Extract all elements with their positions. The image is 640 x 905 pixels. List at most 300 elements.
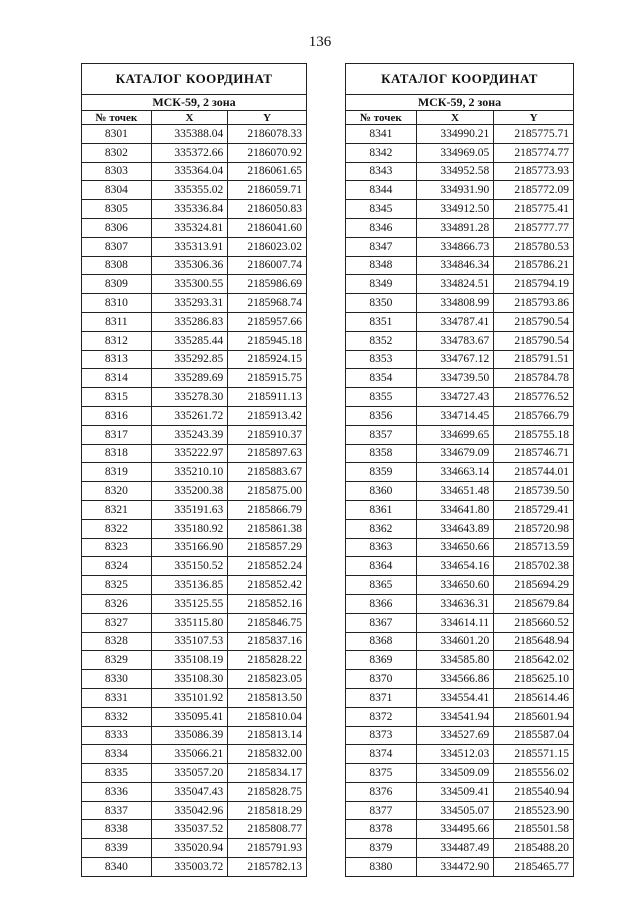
table-row — [82, 331, 307, 350]
y-coordinate-cell: 2185739.50 — [494, 482, 574, 501]
x-coordinate-cell: 335107.53 — [151, 632, 228, 651]
point-number-cell: 8366 — [346, 594, 417, 613]
x-coordinate-cell: 335115.80 — [151, 613, 228, 632]
x-coordinate-cell: 334541.94 — [416, 707, 494, 726]
table-row — [82, 294, 307, 313]
point-number-cell: 8338 — [82, 820, 152, 839]
x-coordinate-cell: 335293.31 — [151, 294, 228, 313]
y-coordinate-cell: 2185915.75 — [228, 369, 307, 388]
point-number-cell: 8319 — [82, 463, 152, 482]
x-coordinate-cell: 335166.90 — [151, 538, 228, 557]
point-number-cell: 8352 — [346, 331, 417, 350]
point-number-cell: 8302 — [82, 143, 152, 162]
table-row — [82, 745, 307, 764]
point-number-cell: 8345 — [346, 200, 417, 219]
point-number-cell: 8329 — [82, 651, 152, 670]
point-number-cell: 8324 — [82, 557, 152, 576]
y-coordinate-cell: 2185911.13 — [228, 388, 307, 407]
y-coordinate-cell: 2185775.71 — [494, 125, 574, 144]
point-number-cell: 8311 — [82, 312, 152, 331]
table-row — [82, 312, 307, 331]
x-coordinate-cell: 334866.73 — [416, 237, 494, 256]
x-coordinate-cell: 334585.80 — [416, 651, 494, 670]
table-row — [82, 688, 307, 707]
table-row — [82, 651, 307, 670]
column-header-y: Y — [494, 111, 574, 125]
y-coordinate-cell: 2185957.66 — [228, 312, 307, 331]
column-header-x: X — [416, 111, 494, 125]
point-number-cell: 8320 — [82, 482, 152, 501]
y-coordinate-cell: 2185866.79 — [228, 500, 307, 519]
x-coordinate-cell: 335095.41 — [151, 707, 228, 726]
x-coordinate-cell: 335125.55 — [151, 594, 228, 613]
table-row — [346, 256, 574, 275]
x-coordinate-cell: 334651.48 — [416, 482, 494, 501]
point-number-cell: 8323 — [82, 538, 152, 557]
y-coordinate-cell: 2186070.92 — [228, 143, 307, 162]
table-row — [346, 369, 574, 388]
table-row — [346, 200, 574, 219]
y-coordinate-cell: 2185556.02 — [494, 764, 574, 783]
y-coordinate-cell: 2186041.60 — [228, 218, 307, 237]
point-number-cell: 8358 — [346, 444, 417, 463]
x-coordinate-cell: 334824.51 — [416, 275, 494, 294]
x-coordinate-cell: 334495.66 — [416, 820, 494, 839]
x-coordinate-cell: 335042.96 — [151, 801, 228, 820]
x-coordinate-cell: 334783.67 — [416, 331, 494, 350]
table-row — [82, 707, 307, 726]
point-number-cell: 8334 — [82, 745, 152, 764]
table-row — [346, 707, 574, 726]
y-coordinate-cell: 2185772.09 — [494, 181, 574, 200]
y-coordinate-cell: 2185790.54 — [494, 331, 574, 350]
y-coordinate-cell: 2185587.04 — [494, 726, 574, 745]
y-coordinate-cell: 2185793.86 — [494, 294, 574, 313]
y-coordinate-cell: 2185766.79 — [494, 406, 574, 425]
y-coordinate-cell: 2185945.18 — [228, 331, 307, 350]
point-number-cell: 8331 — [82, 688, 152, 707]
table-row — [82, 143, 307, 162]
y-coordinate-cell: 2186061.65 — [228, 162, 307, 181]
table-row — [82, 256, 307, 275]
point-number-cell: 8367 — [346, 613, 417, 632]
table-row — [82, 557, 307, 576]
point-number-cell: 8330 — [82, 670, 152, 689]
point-number-cell: 8376 — [346, 782, 417, 801]
x-coordinate-cell: 334808.99 — [416, 294, 494, 313]
table-row — [82, 500, 307, 519]
y-coordinate-cell: 2185794.19 — [494, 275, 574, 294]
point-number-cell: 8368 — [346, 632, 417, 651]
y-coordinate-cell: 2185846.75 — [228, 613, 307, 632]
table-row — [82, 782, 307, 801]
point-number-cell: 8356 — [346, 406, 417, 425]
x-coordinate-cell: 335364.04 — [151, 162, 228, 181]
table-row — [346, 670, 574, 689]
point-number-cell: 8346 — [346, 218, 417, 237]
x-coordinate-cell: 335057.20 — [151, 764, 228, 783]
y-coordinate-cell: 2185813.50 — [228, 688, 307, 707]
column-header-point-number: № точек — [346, 111, 417, 125]
y-coordinate-cell: 2185837.16 — [228, 632, 307, 651]
y-coordinate-cell: 2185729.41 — [494, 500, 574, 519]
x-coordinate-cell: 335101.92 — [151, 688, 228, 707]
point-number-cell: 8361 — [346, 500, 417, 519]
table-row — [82, 369, 307, 388]
table-row — [346, 162, 574, 181]
y-coordinate-cell: 2185924.15 — [228, 350, 307, 369]
table-row — [82, 726, 307, 745]
point-number-cell: 8325 — [82, 576, 152, 595]
y-coordinate-cell: 2185875.00 — [228, 482, 307, 501]
point-number-cell: 8336 — [82, 782, 152, 801]
point-number-cell: 8317 — [82, 425, 152, 444]
y-coordinate-cell: 2185857.29 — [228, 538, 307, 557]
table-row — [82, 275, 307, 294]
column-header-y: Y — [228, 111, 307, 125]
x-coordinate-cell: 335243.39 — [151, 425, 228, 444]
x-coordinate-cell: 335037.52 — [151, 820, 228, 839]
y-coordinate-cell: 2185818.29 — [228, 801, 307, 820]
x-coordinate-cell: 334614.11 — [416, 613, 494, 632]
y-coordinate-cell: 2185852.24 — [228, 557, 307, 576]
y-coordinate-cell: 2185782.13 — [228, 858, 307, 877]
y-coordinate-cell: 2185777.77 — [494, 218, 574, 237]
table-row — [346, 764, 574, 783]
x-coordinate-cell: 335020.94 — [151, 839, 228, 858]
y-coordinate-cell: 2186050.83 — [228, 200, 307, 219]
x-coordinate-cell: 335372.66 — [151, 143, 228, 162]
point-number-cell: 8353 — [346, 350, 417, 369]
table-row — [346, 444, 574, 463]
x-coordinate-cell: 334512.03 — [416, 745, 494, 764]
point-number-cell: 8359 — [346, 463, 417, 482]
x-coordinate-cell: 334699.65 — [416, 425, 494, 444]
x-coordinate-cell: 335278.30 — [151, 388, 228, 407]
coordinate-system-zone: МСК-59, 2 зона — [346, 95, 574, 111]
table-row — [82, 444, 307, 463]
y-coordinate-cell: 2185791.93 — [228, 839, 307, 858]
y-coordinate-cell: 2185773.93 — [494, 162, 574, 181]
point-number-cell: 8304 — [82, 181, 152, 200]
point-number-cell: 8343 — [346, 162, 417, 181]
x-coordinate-cell: 335285.44 — [151, 331, 228, 350]
y-coordinate-cell: 2185810.04 — [228, 707, 307, 726]
y-coordinate-cell: 2185883.67 — [228, 463, 307, 482]
point-number-cell: 8312 — [82, 331, 152, 350]
point-number-cell: 8321 — [82, 500, 152, 519]
point-number-cell: 8339 — [82, 839, 152, 858]
x-coordinate-cell: 335313.91 — [151, 237, 228, 256]
x-coordinate-cell: 334650.66 — [416, 538, 494, 557]
table-row — [346, 218, 574, 237]
point-number-cell: 8350 — [346, 294, 417, 313]
x-coordinate-cell: 334636.31 — [416, 594, 494, 613]
point-number-cell: 8377 — [346, 801, 417, 820]
x-coordinate-cell: 335180.92 — [151, 519, 228, 538]
y-coordinate-cell: 2186007.74 — [228, 256, 307, 275]
y-coordinate-cell: 2186023.02 — [228, 237, 307, 256]
point-number-cell: 8375 — [346, 764, 417, 783]
y-coordinate-cell: 2185832.00 — [228, 745, 307, 764]
table-row — [346, 858, 574, 877]
table-row — [82, 670, 307, 689]
x-coordinate-cell: 335355.02 — [151, 181, 228, 200]
table-row — [82, 388, 307, 407]
y-coordinate-cell: 2185823.05 — [228, 670, 307, 689]
table-row — [346, 331, 574, 350]
x-coordinate-cell: 335336.84 — [151, 200, 228, 219]
point-number-cell: 8351 — [346, 312, 417, 331]
y-coordinate-cell: 2186059.71 — [228, 181, 307, 200]
point-number-cell: 8308 — [82, 256, 152, 275]
catalog-title: КАТАЛОГ КООРДИНАТ — [346, 64, 574, 95]
table-row — [82, 162, 307, 181]
point-number-cell: 8326 — [82, 594, 152, 613]
table-row — [82, 181, 307, 200]
table-row — [82, 576, 307, 595]
table-row — [346, 237, 574, 256]
x-coordinate-cell: 334554.41 — [416, 688, 494, 707]
table-row — [82, 519, 307, 538]
table-row — [346, 557, 574, 576]
table-row — [346, 576, 574, 595]
table-row — [82, 406, 307, 425]
y-coordinate-cell: 2185648.94 — [494, 632, 574, 651]
point-number-cell: 8363 — [346, 538, 417, 557]
table-row — [346, 745, 574, 764]
y-coordinate-cell: 2185780.53 — [494, 237, 574, 256]
y-coordinate-cell: 2185679.84 — [494, 594, 574, 613]
y-coordinate-cell: 2185852.16 — [228, 594, 307, 613]
table-row — [346, 181, 574, 200]
x-coordinate-cell: 335306.36 — [151, 256, 228, 275]
y-coordinate-cell: 2185828.75 — [228, 782, 307, 801]
table-row — [82, 200, 307, 219]
y-coordinate-cell: 2185720.98 — [494, 519, 574, 538]
x-coordinate-cell: 334787.41 — [416, 312, 494, 331]
table-row — [82, 538, 307, 557]
table-row — [82, 632, 307, 651]
y-coordinate-cell: 2185852.42 — [228, 576, 307, 595]
table-row — [82, 613, 307, 632]
point-number-cell: 8341 — [346, 125, 417, 144]
x-coordinate-cell: 334931.90 — [416, 181, 494, 200]
table-row — [346, 125, 574, 144]
y-coordinate-cell: 2185913.42 — [228, 406, 307, 425]
x-coordinate-cell: 334601.20 — [416, 632, 494, 651]
x-coordinate-cell: 334739.50 — [416, 369, 494, 388]
table-row — [346, 482, 574, 501]
y-coordinate-cell: 2185660.52 — [494, 613, 574, 632]
table-row — [82, 764, 307, 783]
column-header-x: X — [151, 111, 228, 125]
table-row — [346, 406, 574, 425]
point-number-cell: 8370 — [346, 670, 417, 689]
x-coordinate-cell: 334727.43 — [416, 388, 494, 407]
table-row — [82, 350, 307, 369]
x-coordinate-cell: 334969.05 — [416, 143, 494, 162]
table-row — [346, 463, 574, 482]
point-number-cell: 8365 — [346, 576, 417, 595]
x-coordinate-cell: 335136.85 — [151, 576, 228, 595]
x-coordinate-cell: 335292.85 — [151, 350, 228, 369]
x-coordinate-cell: 335086.39 — [151, 726, 228, 745]
table-row — [346, 594, 574, 613]
y-coordinate-cell: 2185784.78 — [494, 369, 574, 388]
table-row — [346, 801, 574, 820]
x-coordinate-cell: 334509.41 — [416, 782, 494, 801]
point-number-cell: 8347 — [346, 237, 417, 256]
x-coordinate-cell: 335222.97 — [151, 444, 228, 463]
y-coordinate-cell: 2185614.46 — [494, 688, 574, 707]
table-row — [346, 820, 574, 839]
table-row — [346, 726, 574, 745]
x-coordinate-cell: 334952.58 — [416, 162, 494, 181]
y-coordinate-cell: 2185791.51 — [494, 350, 574, 369]
table-row — [82, 839, 307, 858]
y-coordinate-cell: 2185897.63 — [228, 444, 307, 463]
x-coordinate-cell: 335261.72 — [151, 406, 228, 425]
y-coordinate-cell: 2185808.77 — [228, 820, 307, 839]
x-coordinate-cell: 334487.49 — [416, 839, 494, 858]
y-coordinate-cell: 2185713.59 — [494, 538, 574, 557]
x-coordinate-cell: 335210.10 — [151, 463, 228, 482]
table-row — [346, 294, 574, 313]
point-number-cell: 8303 — [82, 162, 152, 181]
y-coordinate-cell: 2186078.33 — [228, 125, 307, 144]
point-number-cell: 8369 — [346, 651, 417, 670]
point-number-cell: 8380 — [346, 858, 417, 877]
x-coordinate-cell: 334566.86 — [416, 670, 494, 689]
table-row — [346, 312, 574, 331]
x-coordinate-cell: 334643.89 — [416, 519, 494, 538]
point-number-cell: 8354 — [346, 369, 417, 388]
table-row — [346, 613, 574, 632]
point-number-cell: 8342 — [346, 143, 417, 162]
point-number-cell: 8327 — [82, 613, 152, 632]
point-number-cell: 8348 — [346, 256, 417, 275]
point-number-cell: 8340 — [82, 858, 152, 877]
point-number-cell: 8378 — [346, 820, 417, 839]
point-number-cell: 8307 — [82, 237, 152, 256]
table-row — [346, 350, 574, 369]
table-row — [346, 538, 574, 557]
table-row — [346, 143, 574, 162]
table-row — [82, 801, 307, 820]
point-number-cell: 8306 — [82, 218, 152, 237]
point-number-cell: 8310 — [82, 294, 152, 313]
point-number-cell: 8316 — [82, 406, 152, 425]
x-coordinate-cell: 334509.09 — [416, 764, 494, 783]
table-row — [346, 275, 574, 294]
x-coordinate-cell: 334663.14 — [416, 463, 494, 482]
table-row — [82, 594, 307, 613]
x-coordinate-cell: 335003.72 — [151, 858, 228, 877]
table-row — [82, 125, 307, 144]
x-coordinate-cell: 335286.83 — [151, 312, 228, 331]
catalog-title: КАТАЛОГ КООРДИНАТ — [82, 64, 307, 95]
point-number-cell: 8362 — [346, 519, 417, 538]
y-coordinate-cell: 2185834.17 — [228, 764, 307, 783]
point-number-cell: 8355 — [346, 388, 417, 407]
y-coordinate-cell: 2185910.37 — [228, 425, 307, 444]
y-coordinate-cell: 2185694.29 — [494, 576, 574, 595]
table-row — [82, 425, 307, 444]
table-row — [346, 519, 574, 538]
point-number-cell: 8349 — [346, 275, 417, 294]
point-number-cell: 8332 — [82, 707, 152, 726]
table-row — [346, 500, 574, 519]
point-number-cell: 8309 — [82, 275, 152, 294]
point-number-cell: 8379 — [346, 839, 417, 858]
x-coordinate-cell: 334679.09 — [416, 444, 494, 463]
x-coordinate-cell: 334641.80 — [416, 500, 494, 519]
table-row — [346, 688, 574, 707]
table-row — [346, 651, 574, 670]
x-coordinate-cell: 335108.30 — [151, 670, 228, 689]
x-coordinate-cell: 334650.60 — [416, 576, 494, 595]
x-coordinate-cell: 334846.34 — [416, 256, 494, 275]
y-coordinate-cell: 2185601.94 — [494, 707, 574, 726]
point-number-cell: 8315 — [82, 388, 152, 407]
y-coordinate-cell: 2185702.38 — [494, 557, 574, 576]
x-coordinate-cell: 334912.50 — [416, 200, 494, 219]
x-coordinate-cell: 334714.45 — [416, 406, 494, 425]
x-coordinate-cell: 334505.07 — [416, 801, 494, 820]
table-row — [346, 632, 574, 651]
point-number-cell: 8371 — [346, 688, 417, 707]
y-coordinate-cell: 2185774.77 — [494, 143, 574, 162]
point-number-cell: 8318 — [82, 444, 152, 463]
coordinate-system-zone: МСК-59, 2 зона — [82, 95, 307, 111]
y-coordinate-cell: 2185571.15 — [494, 745, 574, 764]
y-coordinate-cell: 2185786.21 — [494, 256, 574, 275]
x-coordinate-cell: 335047.43 — [151, 782, 228, 801]
point-number-cell: 8322 — [82, 519, 152, 538]
table-row — [346, 782, 574, 801]
x-coordinate-cell: 335108.19 — [151, 651, 228, 670]
y-coordinate-cell: 2185642.02 — [494, 651, 574, 670]
y-coordinate-cell: 2185813.14 — [228, 726, 307, 745]
point-number-cell: 8301 — [82, 125, 152, 144]
point-number-cell: 8314 — [82, 369, 152, 388]
table-row — [82, 218, 307, 237]
point-number-cell: 8344 — [346, 181, 417, 200]
y-coordinate-cell: 2185861.38 — [228, 519, 307, 538]
point-number-cell: 8313 — [82, 350, 152, 369]
point-number-cell: 8337 — [82, 801, 152, 820]
x-coordinate-cell: 334990.21 — [416, 125, 494, 144]
x-coordinate-cell: 334654.16 — [416, 557, 494, 576]
point-number-cell: 8335 — [82, 764, 152, 783]
y-coordinate-cell: 2185746.71 — [494, 444, 574, 463]
y-coordinate-cell: 2185986.69 — [228, 275, 307, 294]
point-number-cell: 8374 — [346, 745, 417, 764]
y-coordinate-cell: 2185968.74 — [228, 294, 307, 313]
point-number-cell: 8373 — [346, 726, 417, 745]
y-coordinate-cell: 2185625.10 — [494, 670, 574, 689]
y-coordinate-cell: 2185523.90 — [494, 801, 574, 820]
x-coordinate-cell: 334472.90 — [416, 858, 494, 877]
x-coordinate-cell: 335300.55 — [151, 275, 228, 294]
point-number-cell: 8372 — [346, 707, 417, 726]
table-row — [346, 388, 574, 407]
table-row — [82, 858, 307, 877]
point-number-cell: 8328 — [82, 632, 152, 651]
y-coordinate-cell: 2185828.22 — [228, 651, 307, 670]
point-number-cell: 8364 — [346, 557, 417, 576]
